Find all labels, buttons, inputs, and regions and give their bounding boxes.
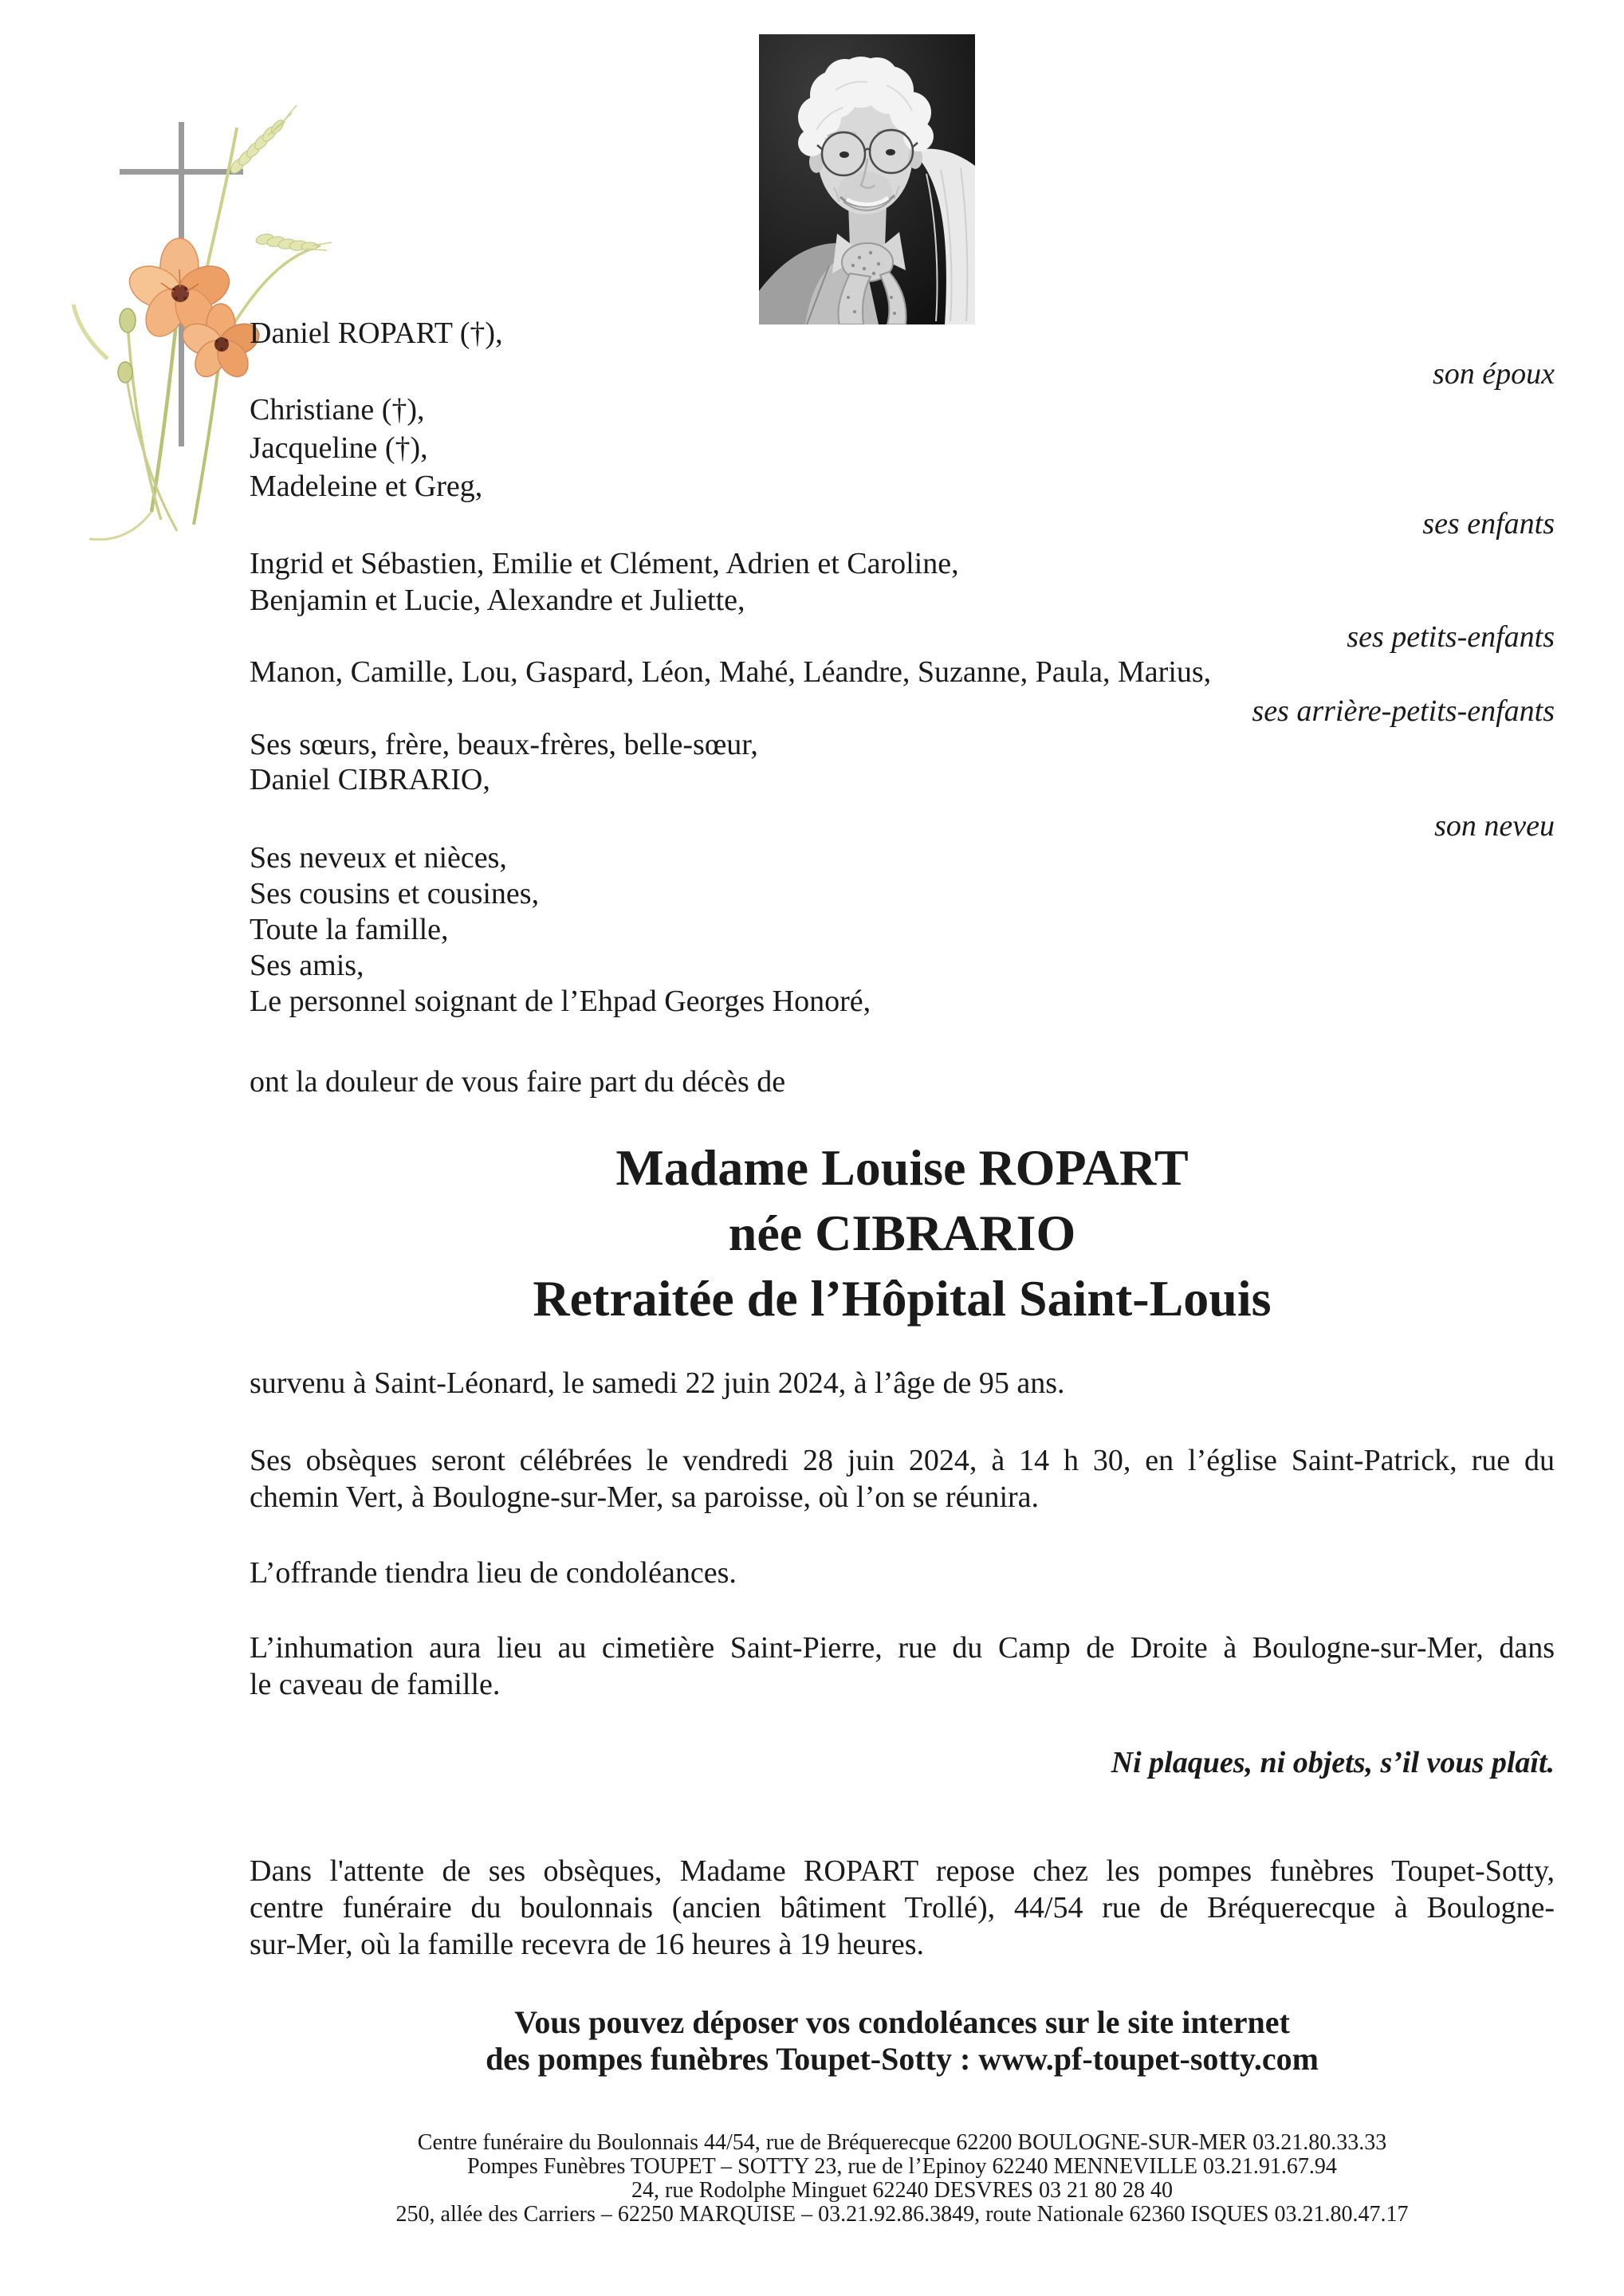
burial-paragraph — [250, 1630, 1555, 1703]
repose-paragraph — [250, 1853, 1555, 1963]
no-plaques-notice: Ni plaques, ni objets, s’il vous plaît. — [1111, 1746, 1555, 1779]
husband-line: Daniel ROPART (†), — [250, 316, 503, 350]
deceased-maiden-name-line: née CIBRARIO — [728, 1205, 1076, 1261]
grandchild-line: Ingrid et Sébastien, Emilie et Clément, Adrien et Caroline, — [250, 547, 959, 580]
burial-line: le caveau de famille. — [250, 1668, 501, 1701]
repose-line: centre funéraire du boulonnais (ancien bâtiment Trollé), 44/54 rue de Bréquerecque à Boulogne- — [250, 1891, 1555, 1924]
funeral-line: Ses obsèques seront célébrées le vendredi 28 juin 2024, à 14 h 30, en l’église Saint-Patrick, rue du — [250, 1444, 1555, 1477]
great-grandchildren-line: Manon, Camille, Lou, Gaspard, Léon, Mahé, Léandre, Suzanne, Paula, Marius, — [250, 655, 1212, 689]
children-relation-label: ses enfants — [1422, 507, 1555, 541]
nephew-relation-label: son neveu — [1434, 809, 1555, 843]
mourner-line: Le personnel soignant de l’Ehpad Georges Honoré, — [250, 985, 871, 1018]
grandchildren-lines — [250, 545, 959, 619]
elderly-woman-portrait — [759, 34, 975, 324]
grandchild-line: Benjamin et Lucie, Alexandre et Juliette, — [250, 584, 745, 617]
repose-line: Dans l'attente de ses obsèques, Madame ROPART repose chez les pompes funèbres Toupet-Sotty, — [250, 1854, 1555, 1888]
condolences-line: des pompes funèbres Toupet-Sotty : www.pf-toupet-sotty.com — [486, 2041, 1319, 2077]
siblings-lines — [250, 727, 758, 797]
nephew-name-line: Daniel CIBRARIO, — [250, 763, 490, 796]
deceased-name-line: Madame Louise ROPART — [615, 1139, 1189, 1196]
deceased-name-title — [250, 1135, 1555, 1331]
siblings-line: Ses sœurs, frère, beaux-frères, belle-sœur, — [250, 728, 758, 761]
husband-relation-label: son époux — [1432, 357, 1555, 391]
footer-address-line: 250, allée des Carriers – 62250 MARQUISE – 03.21.92.86.3849, route Nationale 62360 ISQUES 03.21.80.47.17 — [395, 2202, 1409, 2227]
children-lines — [250, 391, 482, 505]
condolences-line: Vous pouvez déposer vos condoléances sur le site internet — [514, 2004, 1290, 2040]
footer-address-line: Centre funéraire du Boulonnais 44/54, rue de Bréquerecque 62200 BOULOGNE-SUR-MER 03.21.80.33.33 — [417, 2130, 1387, 2155]
footer-address-line: 24, rue Rodolphe Minguet 62240 DESVRES 03 21 80 28 40 — [631, 2178, 1173, 2203]
mourner-line: Ses amis, — [250, 949, 364, 982]
funeral-paragraph — [250, 1442, 1555, 1516]
mourner-line: Ses neveux et nièces, — [250, 841, 507, 875]
online-condolences-notice — [250, 2004, 1555, 2078]
great-grandchildren-relation-label: ses arrière-petits-enfants — [1252, 694, 1555, 728]
portrait-photo — [759, 34, 975, 324]
grandchildren-relation-label: ses petits-enfants — [1347, 620, 1555, 654]
funeral-line: chemin Vert, à Boulogne-sur-Mer, sa paroisse, où l’on se réunira. — [250, 1480, 1040, 1514]
deceased-occupation-line: Retraitée de l’Hôpital Saint-Louis — [533, 1270, 1272, 1327]
mourner-line: Toute la famille, — [250, 913, 449, 946]
offering-line: L’offrande tiendra lieu de condoléances. — [250, 1556, 737, 1590]
mourner-line: Ses cousins et cousines, — [250, 877, 540, 910]
burial-line: L’inhumation aura lieu au cimetière Saint-Pierre, rue du Camp de Droite à Boulogne-sur-Mer, dans — [250, 1631, 1555, 1665]
funeral-home-footer — [250, 2131, 1555, 2227]
footer-address-line: Pompes Funèbres TOUPET – SOTTY 23, rue de l’Epinoy 62240 MENNEVILLE 03.21.91.67.94 — [467, 2154, 1337, 2179]
poppy-bud — [118, 309, 136, 383]
repose-line: sur-Mer, où la famille recevra de 16 heures à 19 heures. — [250, 1928, 925, 1961]
child-line: Christiane (†), — [250, 393, 425, 427]
child-line: Jacqueline (†), — [250, 431, 428, 465]
announcement-line: ont la douleur de vous faire part du décès de — [250, 1065, 786, 1099]
death-details-line: survenu à Saint-Léonard, le samedi 22 juin 2024, à l’âge de 95 ans. — [250, 1366, 1065, 1400]
other-mourners-lines — [250, 840, 871, 1020]
child-line: Madeleine et Greg, — [250, 470, 483, 503]
